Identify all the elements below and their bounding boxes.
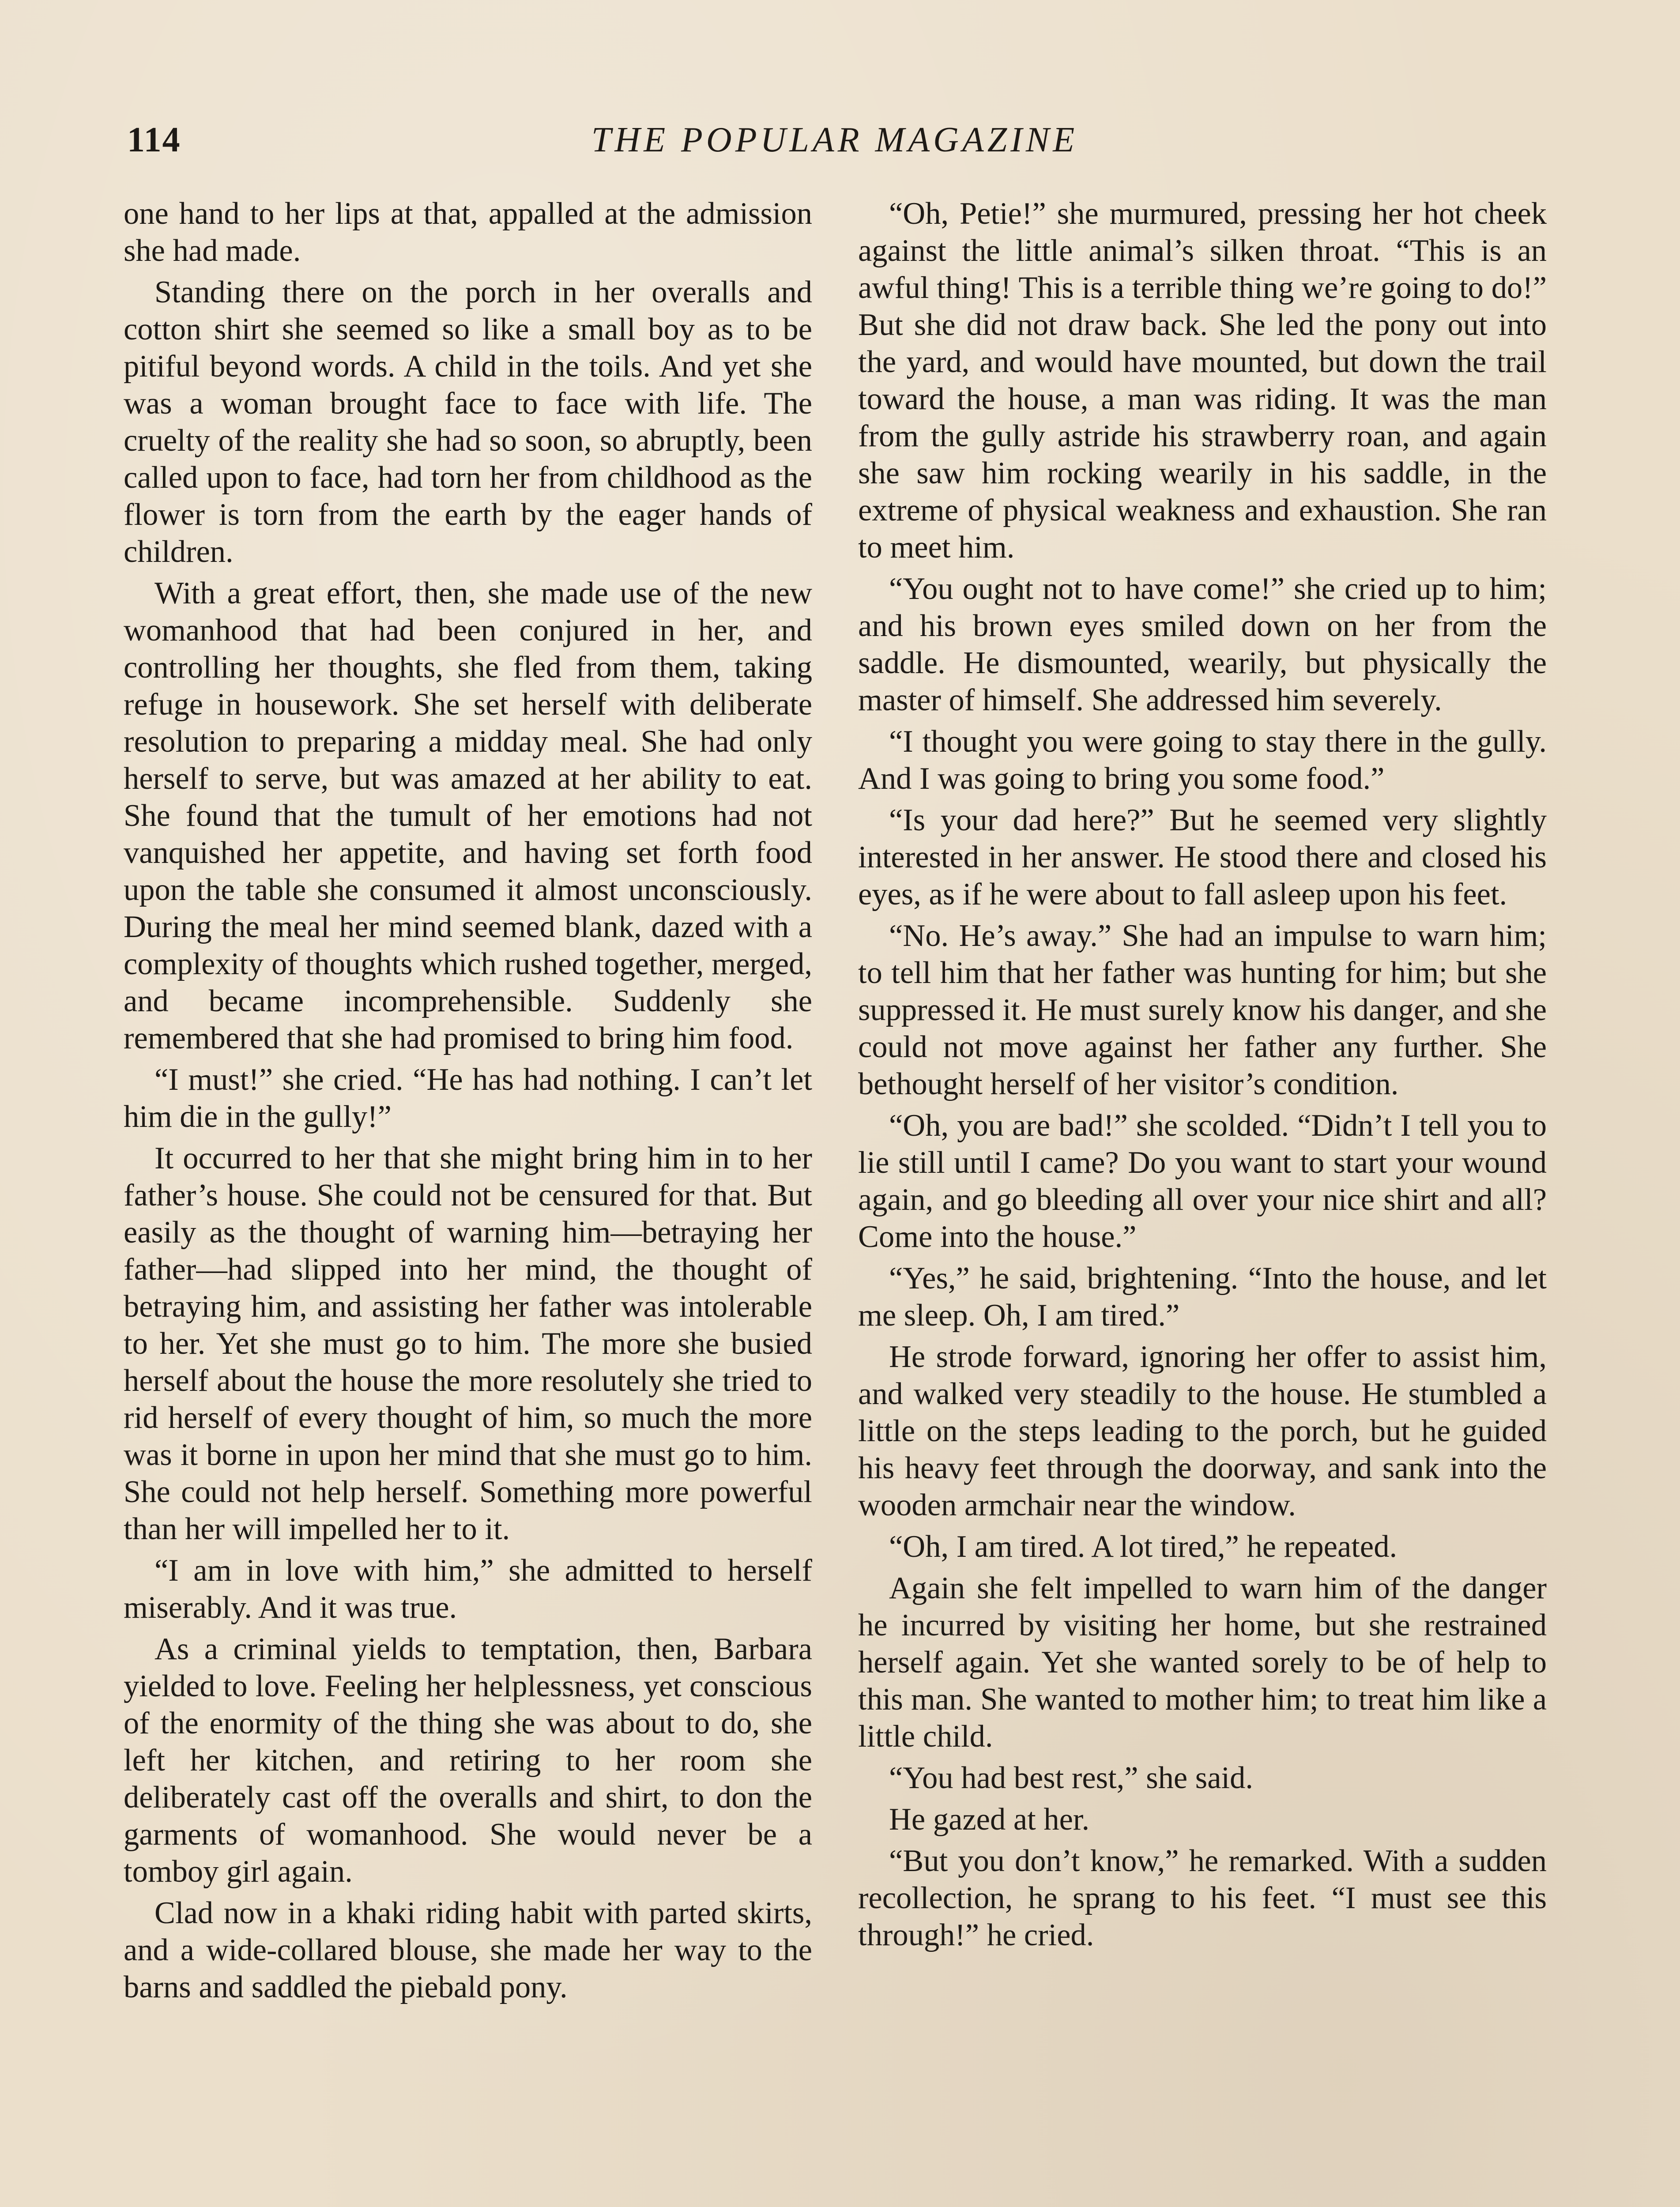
paragraph: Clad now in a khaki riding habit with parted skirts, and a wide-collared blouse, she made her way to the barns and saddled the piebald pony.: [124, 1896, 812, 2004]
right-column: [858, 195, 1547, 2207]
paragraph: “But you don’t know,” he remarked. With a sudden recollection, he sprang to his feet. “I must see this through!” he cried.: [858, 1844, 1547, 1952]
paragraph: “You ought not to have come!” she cried up to him; and his brown eyes smiled down on her from the saddle. He dismounted, wearily, but physically the master of himself. She addressed him severely.: [858, 572, 1547, 717]
paragraph: With a great effort, then, she made use of the new womanhood that had been conjured in her, and controlling her thoughts, she fled from them, taking refuge in housework. She set herself with deliberate resolution to preparing a midday meal. She had only herself to serve, but was amazed at her ability to eat. She found that the tumult of her emotions had not vanquished her appetite, and having set forth food upon the table she consumed it almost unconsciously. During the meal her mind seemed blank, dazed with a complexity of thoughts which rushed together, merged, and became incomprehensible. Suddenly she remembered that she had promised to bring him food.: [124, 576, 812, 1055]
paragraph: “Oh, you are bad!” she scolded. “Didn’t I tell you to lie still until I came? Do you want to start your wound again, and go bleeding all over your nice shirt and all? Come into the house.”: [858, 1108, 1547, 1254]
paragraph: “Is your dad here?” But he seemed very slightly interested in her answer. He stood there and closed his eyes, as if he were about to fall asleep upon his feet.: [858, 803, 1547, 911]
paragraph: As a criminal yields to temptation, then, Barbara yielded to love. Feeling her helplessness, yet conscious of the enormity of the thing she was about to do, she left her kitchen, and retiring to her room she deliberately cast off the overalls and shirt, to don the garments of womanhood. She would never be a tomboy girl again.: [124, 1632, 812, 1889]
paragraph: Standing there on the porch in her overalls and cotton shirt she seemed so like a small boy as to be pitiful beyond words. A child in the toils. And yet she was a woman brought face to face with life. The cruelty of the reality she had so soon, so abruptly, been called upon to face, had torn her from childhood as the flower is torn from the earth by the eager hands of children.: [124, 275, 812, 569]
paragraph: “No. He’s away.” She had an impulse to warn him; to tell him that her father was hunting for him; but she suppressed it. He must surely know his danger, and she could not move against her father any further. She bethought herself of her visitor’s condition.: [858, 919, 1547, 1101]
paragraph: “Oh, Petie!” she murmured, pressing her hot cheek against the little animal’s silken throat. “This is an awful thing! This is a terrible thing we’re going to do!” But she did not draw back. She led the pony out into the yard, and would have mounted, but down the trail toward the house, a man was riding. It was the man from the gully astride his strawberry roan, and again she saw him rocking wearily in his saddle, in the extreme of physical weakness and exhaustion. She ran to meet him.: [858, 196, 1547, 565]
paragraph: “Oh, I am tired. A lot tired,” he repeated.: [889, 1529, 1397, 1564]
paragraph: It occurred to her that she might bring him in to her father’s house. She could not be censured for that. But easily as the thought of warning him—betraying her father—had slipped into her mind, the thought of betraying him, and assisting her father was intolerable to her. Yet she must go to him. The more she busied herself about the house the more resolutely she tried to rid herself of every thought of him, so much the more was it borne in upon her mind that she must go to him. She could not help herself. Something more powerful than her will impelled her to it.: [124, 1141, 812, 1546]
paragraph: “You had best rest,” she said.: [889, 1761, 1254, 1795]
paragraph: one hand to her lips at that, appalled at the admission she had made.: [124, 196, 812, 268]
left-column: [124, 195, 812, 2207]
paragraph: Again she felt impelled to warn him of the danger he incurred by visiting her home, but she restrained herself again. Yet she wanted sorely to be of help to this man. She wanted to mother him; to treat him like a little child.: [858, 1571, 1547, 1754]
page-header: [127, 120, 1542, 173]
paragraph: “I thought you were going to stay there in the gully. And I was going to bring you some food.”: [858, 724, 1547, 796]
paragraph: “I am in love with him,” she admitted to herself miserably. And it was true.: [124, 1553, 812, 1625]
running-title: THE POPULAR MAGAZINE: [591, 121, 1078, 159]
paragraph: He strode forward, ignoring her offer to assist him, and walked very steadily to the house. He stumbled a little on the steps leading to the porch, but he guided his heavy feet through the doorway, and sank into the wooden armchair near the window.: [858, 1340, 1547, 1522]
paragraph: He gazed at her.: [889, 1802, 1090, 1837]
paragraph: “I must!” she cried. “He has had nothing. I can’t let him die in the gully!”: [124, 1062, 812, 1134]
paragraph: “Yes,” he said, brightening. “Into the house, and let me sleep. Oh, I am tired.”: [858, 1261, 1547, 1333]
page-number: 114: [127, 121, 181, 159]
